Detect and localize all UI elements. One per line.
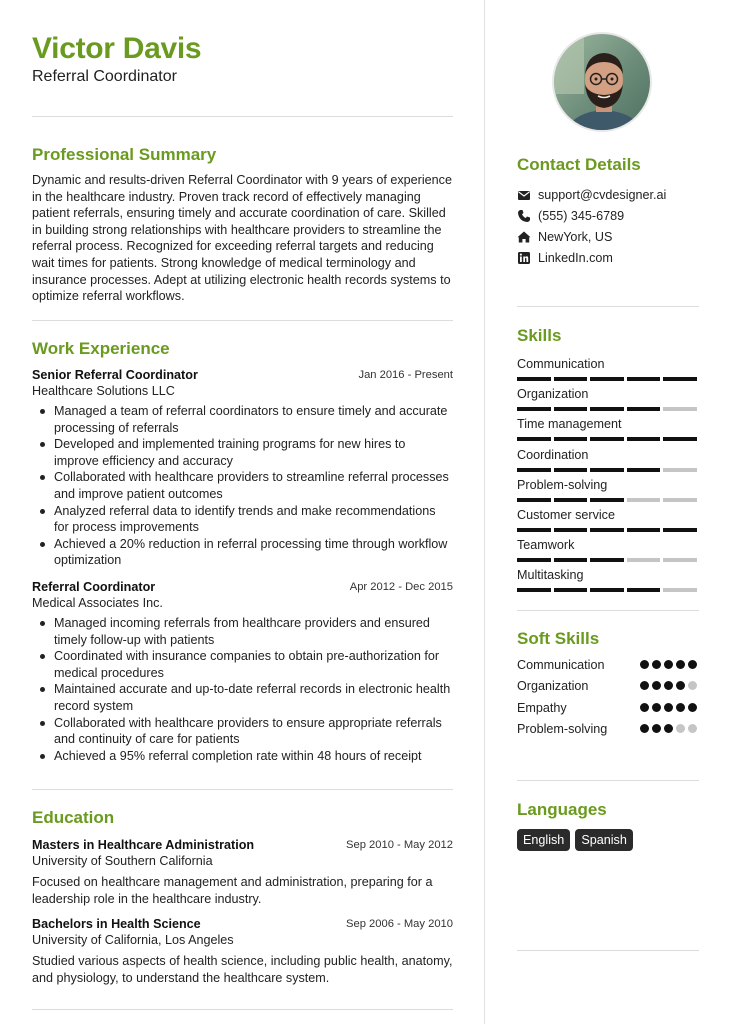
degree-name: Bachelors in Health Science <box>32 917 201 931</box>
skill-level-segment <box>663 468 697 472</box>
rating-dot <box>688 681 697 690</box>
skill-level-segment <box>517 558 551 562</box>
bullet-item: Managed a team of referral coordinators to ensure timely and accurate processing of referrals <box>32 403 453 436</box>
skill-level-segment <box>554 558 588 562</box>
soft-skill-label: Empathy <box>517 700 567 715</box>
soft-skill-item <box>517 698 697 718</box>
bullet-item: Coordinated with insurance companies to obtain pre-authorization for medical procedures <box>32 648 453 681</box>
education-entry <box>32 837 453 907</box>
job-entry <box>32 367 453 569</box>
skill-level-segment <box>590 558 624 562</box>
languages-list <box>517 829 633 851</box>
job-dates: Jan 2016 - Present <box>358 369 453 381</box>
rating-dot <box>688 660 697 669</box>
skill-level-segment <box>554 437 588 441</box>
skill-level-bar <box>517 558 697 562</box>
rating-dot <box>688 724 697 733</box>
soft-skills-divider <box>517 780 699 781</box>
linkedin-icon <box>517 251 531 265</box>
bullet-item: Maintained accurate and up-to-date referral records in electronic health record system <box>32 681 453 714</box>
skill-level-bar <box>517 437 697 441</box>
skills-divider <box>517 610 699 611</box>
skill-level-segment <box>590 498 624 502</box>
skill-level-bar <box>517 377 697 381</box>
language-tag: English <box>517 829 570 851</box>
rating-dot <box>640 660 649 669</box>
bullet-item: Collaborated with healthcare providers to streamline referral processes and improve patient outcomes <box>32 469 453 502</box>
skill-level-segment <box>517 468 551 472</box>
rating-dot <box>652 681 661 690</box>
school-name: University of California, Los Angeles <box>32 933 234 947</box>
rating-dot <box>688 703 697 712</box>
skill-label: Coordination <box>517 447 589 462</box>
job-dates: Apr 2012 - Dec 2015 <box>349 581 453 593</box>
job-company: Healthcare Solutions LLC <box>32 384 175 398</box>
skill-level-segment <box>663 407 697 411</box>
skill-level-segment <box>517 528 551 532</box>
degree-name: Masters in Healthcare Administration <box>32 838 255 852</box>
skill-level-segment <box>627 528 661 532</box>
contact-linkedin-text: LinkedIn.com <box>538 251 613 265</box>
skill-label: Time management <box>517 417 622 432</box>
column-divider <box>484 0 485 1024</box>
soft-skill-item <box>517 719 697 739</box>
job-bullets <box>32 615 453 764</box>
skill-level-segment <box>627 377 661 381</box>
home-icon <box>517 230 531 244</box>
skill-level-segment <box>517 498 551 502</box>
skill-level-segment <box>627 437 661 441</box>
skill-level-segment <box>590 528 624 532</box>
skill-item <box>517 537 697 562</box>
languages-heading: Languages <box>517 800 607 819</box>
skill-level-segment <box>554 528 588 532</box>
skill-level-segment <box>590 468 624 472</box>
languages-divider <box>517 950 699 951</box>
experience-divider <box>32 789 453 790</box>
skills-heading: Skills <box>517 326 562 345</box>
rating-dot <box>652 724 661 733</box>
experience-heading: Work Experience <box>32 339 170 358</box>
bullet-item: Developed and implemented training programs for new hires to improve efficiency and accuracy <box>32 436 453 469</box>
job-role: Referral Coordinator <box>32 580 156 594</box>
candidate-name: Victor Davis <box>32 32 202 65</box>
soft-skill-rating <box>640 724 697 733</box>
skill-item <box>517 447 697 472</box>
job-role: Senior Referral Coordinator <box>32 368 198 382</box>
skill-label: Customer service <box>517 508 615 522</box>
skill-level-segment <box>517 377 551 381</box>
contact-heading: Contact Details <box>517 155 641 174</box>
contact-phone-text: (555) 345-6789 <box>538 209 625 223</box>
skill-item <box>517 477 697 502</box>
skill-level-segment <box>590 437 624 441</box>
contact-email[interactable] <box>517 185 699 205</box>
rating-dot <box>640 724 649 733</box>
skill-item <box>517 507 697 532</box>
skill-label: Organization <box>517 387 589 402</box>
skill-level-segment <box>663 498 697 502</box>
skill-level-segment <box>627 407 661 411</box>
contact-phone[interactable] <box>517 206 699 226</box>
skill-label: Communication <box>517 357 605 371</box>
skill-label: Multitasking <box>517 568 584 583</box>
education-dates: Sep 2006 - May 2010 <box>346 918 453 930</box>
contact-linkedin[interactable] <box>517 248 699 268</box>
skill-level-segment <box>663 588 697 592</box>
job-entry <box>32 579 453 764</box>
soft-skill-rating <box>640 660 697 669</box>
skill-item <box>517 416 697 441</box>
skill-level-segment <box>517 407 551 411</box>
education-description: Studied various aspects of health science, including public health, anatomy, and physiology, to understand the healthcare system. <box>32 954 453 985</box>
summary-heading: Professional Summary <box>32 145 217 164</box>
education-divider <box>32 1009 453 1010</box>
skill-level-segment <box>554 498 588 502</box>
skill-level-segment <box>554 407 588 411</box>
bullet-item: Analyzed referral data to identify trends and make recommendations for process improvements <box>32 503 453 536</box>
skill-level-segment <box>554 468 588 472</box>
soft-skill-rating <box>640 703 697 712</box>
rating-dot <box>664 724 673 733</box>
soft-skill-item <box>517 676 697 696</box>
skill-item <box>517 386 697 411</box>
soft-skill-label: Communication <box>517 658 605 672</box>
skill-level-segment <box>663 558 697 562</box>
skill-level-segment <box>554 588 588 592</box>
summary-text: Dynamic and results-driven Referral Coordinator with 9 years of experience in the healthcare industry. Proven track record of effectively managing patient referrals, ensuring timely and accurate coordination of care. Skilled in building strong relationships with healthcare providers to streamline the referral process. Recognized for exceeding referral targets and reducing wait times for patients. Strong knowledge of medical terminology and insurance processes. Adept at utilizing electronic health records systems to optimize referral workflows. <box>32 173 452 304</box>
soft-skill-label: Organization <box>517 679 589 694</box>
candidate-title: Referral Coordinator <box>32 68 177 85</box>
bullet-item: Managed incoming referrals from healthcare providers and ensured timely follow-up with patients <box>32 615 453 648</box>
skill-level-bar <box>517 498 697 502</box>
education-description: Focused on healthcare management and administration, preparing for a leadership role in the healthcare industry. <box>32 875 433 906</box>
skill-level-segment <box>517 588 551 592</box>
rating-dot <box>664 681 673 690</box>
rating-dot <box>676 724 685 733</box>
soft-skill-item <box>517 655 697 675</box>
header-divider <box>32 116 453 117</box>
contact-location-text: NewYork, US <box>538 230 613 244</box>
skill-label: Problem-solving <box>517 477 608 492</box>
skill-level-bar <box>517 407 697 411</box>
soft-skill-rating <box>640 681 697 690</box>
education-heading: Education <box>32 808 115 827</box>
rating-dot <box>640 681 649 690</box>
skill-level-segment <box>590 407 624 411</box>
skill-level-segment <box>627 588 661 592</box>
summary-divider <box>32 320 453 321</box>
language-tag: Spanish <box>575 829 633 851</box>
rating-dot <box>652 660 661 669</box>
education-dates: Sep 2010 - May 2012 <box>346 839 453 851</box>
skill-level-segment <box>663 377 697 381</box>
rating-dot <box>664 660 673 669</box>
rating-dot <box>676 703 685 712</box>
rating-dot <box>676 660 685 669</box>
skill-level-segment <box>554 377 588 381</box>
skill-item <box>517 567 697 592</box>
rating-dot <box>640 703 649 712</box>
bullet-item: Collaborated with healthcare providers to ensure appropriate referrals and continuity of care for patients <box>32 715 453 748</box>
skill-level-segment <box>663 528 697 532</box>
rating-dot <box>676 681 685 690</box>
rating-dot <box>652 703 661 712</box>
skill-level-segment <box>627 498 661 502</box>
soft-skills-heading: Soft Skills <box>517 629 600 648</box>
skill-level-segment <box>517 437 551 441</box>
skill-level-bar <box>517 588 697 592</box>
phone-icon <box>517 209 531 223</box>
skill-level-segment <box>627 558 661 562</box>
contact-divider <box>517 306 699 307</box>
skill-level-segment <box>663 437 697 441</box>
skill-item <box>517 356 697 381</box>
contact-email-text: support@cvdesigner.ai <box>538 188 667 202</box>
contact-location <box>517 227 699 247</box>
school-name: University of Southern California <box>32 854 213 868</box>
skill-level-segment <box>590 377 624 381</box>
bullet-item: Achieved a 95% referral completion rate within 48 hours of receipt <box>32 748 453 765</box>
skill-level-bar <box>517 468 697 472</box>
skill-level-segment <box>627 468 661 472</box>
education-entry <box>32 916 453 986</box>
job-bullets <box>32 403 453 569</box>
rating-dot <box>664 703 673 712</box>
job-company: Medical Associates Inc. <box>32 596 163 610</box>
skill-label: Teamwork <box>517 538 575 553</box>
bullet-item: Achieved a 20% reduction in referral processing time through workflow optimization <box>32 536 453 569</box>
soft-skill-label: Problem-solving <box>517 721 608 736</box>
envelope-icon <box>517 188 531 202</box>
skill-level-segment <box>590 588 624 592</box>
profile-photo <box>552 32 652 132</box>
skill-level-bar <box>517 528 697 532</box>
